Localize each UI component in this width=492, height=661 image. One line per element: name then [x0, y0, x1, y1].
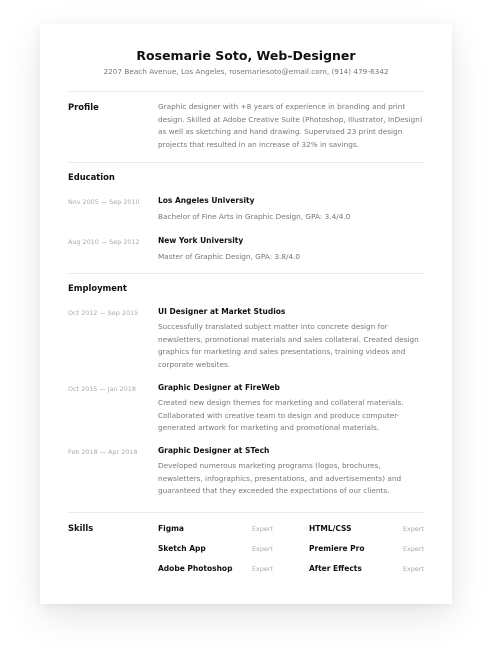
- skill-level: Expert: [252, 565, 273, 573]
- employment-date: Oct 2015 — Jan 2018: [68, 385, 136, 393]
- education-subtitle: Bachelor of Fine Arts in Graphic Design, GPA: 3.4/4.0: [158, 212, 351, 221]
- employment-date: Feb 2018 — Apr 2018: [68, 448, 138, 456]
- divider: [68, 162, 424, 163]
- employment-description: Created new design themes for marketing and collateral materials. Collaborated with creative team to design and produce computer-generated artwork for marketing and promotional materials.: [158, 398, 404, 433]
- skill-name: After Effects: [309, 564, 362, 573]
- skill-level: Expert: [403, 545, 424, 553]
- divider: [68, 273, 424, 274]
- profile-heading: Profile: [68, 102, 99, 112]
- employment-title: Graphic Designer at FireWeb: [158, 383, 280, 392]
- education-subtitle: Master of Graphic Design, GPA: 3.8/4.0: [158, 252, 301, 261]
- divider: [68, 91, 424, 92]
- employment-title: UI Designer at Market Studios: [158, 307, 286, 316]
- skill-level: Expert: [403, 525, 424, 533]
- employment-date: Oct 2012 — Sep 2015: [68, 309, 139, 317]
- education-title: Los Angeles University: [158, 196, 255, 205]
- employment-description: Successfully translated subject matter into concrete design for newsletters, promotional materials and sales collateral. Created design graphics for marketing and sales presentations, training videos and corporate websites.: [158, 322, 419, 369]
- skill-level: Expert: [252, 545, 273, 553]
- skill-name: Sketch App: [158, 544, 206, 553]
- education-date: Aug 2010 — Sep 2012: [68, 238, 140, 246]
- contact-line: 2207 Beach Avenue, Los Angeles, rosemariesoto@email.com, (914) 479-6342: [103, 67, 389, 76]
- skill-name: Adobe Photoshop: [158, 564, 233, 573]
- resume-name: Rosemarie Soto, Web-Designer: [136, 48, 356, 63]
- skill-name: HTML/CSS: [309, 524, 352, 533]
- skill-name: Premiere Pro: [309, 544, 365, 553]
- skill-name: Figma: [158, 524, 184, 533]
- skill-level: Expert: [403, 565, 424, 573]
- divider: [68, 512, 424, 513]
- education-date: Nov 2005 — Sep 2010: [68, 198, 140, 206]
- resume-content: [68, 24, 424, 604]
- skill-level: Expert: [252, 525, 273, 533]
- education-title: New York University: [158, 236, 244, 245]
- education-heading: Education: [68, 172, 115, 182]
- employment-description: Developed numerous marketing programs (logos, brochures, newsletters, infographics, presentations, and advertisements) and guaranteed that they exceeded the expectations of our clients.: [158, 461, 402, 496]
- resume-page: [40, 24, 452, 604]
- employment-heading: Employment: [68, 283, 127, 293]
- employment-title: Graphic Designer at STech: [158, 446, 270, 455]
- skills-heading: Skills: [68, 523, 94, 533]
- profile-text: Graphic designer with +8 years of experience in branding and print design. Skilled at Adobe Creative Suite (Photoshop, Illustrator, InDesign) as well as sketching and hand drawing. Supervised 23 print design projects that resulted in an increase of 32% in savings.: [158, 102, 423, 149]
